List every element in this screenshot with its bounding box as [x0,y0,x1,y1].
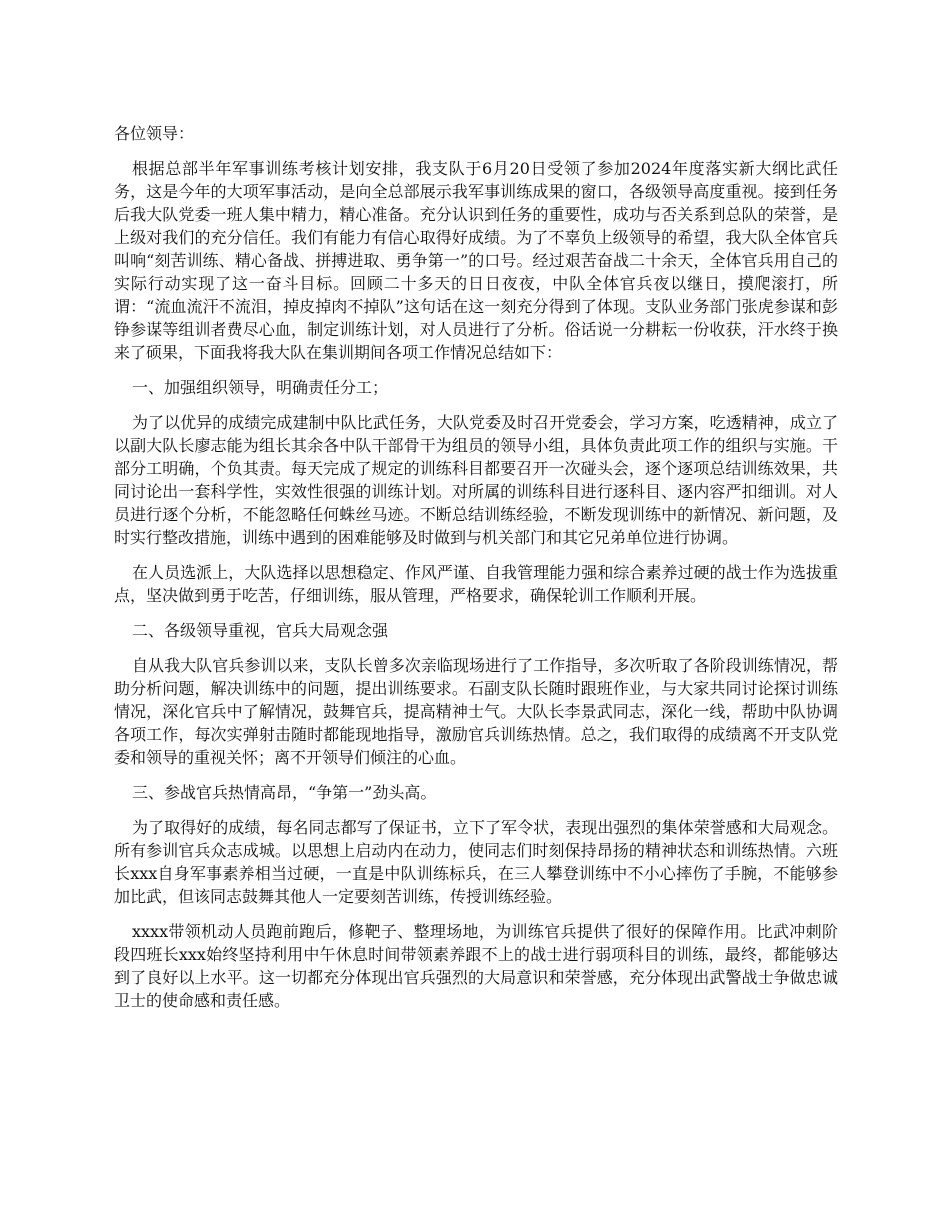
section-heading-1: 一、加强组织领导，明确责任分工； [132,378,389,397]
paragraph-enthusiasm: 为了取得好的成绩，每名同志都写了保证书，立下了军令状，表现出强烈的集体荣誉感和大局观念。所有参训官兵众志成城。以思想上启动内在动力，使同志们时刻保持昂扬的精神状态和训练热情。六班长xxx自身军事素养相当过硬，一直是中队训练标兵，在三人攀登训练中不小心摔伤了手腕，不能够参加比武，但该同志鼓舞其他人一定要刻苦训练，传授训练经验。 [114,818,838,906]
section-heading-3: 三、参战官兵热情高昂，“争第一”劲头高。 [132,783,437,802]
document-body [114,122,838,1024]
paragraph-leadership: 自从我大队官兵参训以来，支队长曾多次亲临现场进行了工作指导，多次听取了各阶段训练情况，帮助分析问题，解决训练中的问题，提出训练要求。石副支队长随时跟班作业，与大家共同讨论探讨训练情况，深化官兵中了解情况，鼓舞官兵，提高精神士气。大队长李景武同志，深化一线，帮助中队协调各项工作，每次实弹射击随时都能现地指导，激励官兵训练热情。总之，我们取得的成绩离不开支队党委和领导的重视关怀；离不开领导们倾注的心血。 [114,656,838,767]
paragraph-personnel-selection: 在人员选派上，大队选择以思想稳定、作风严谨、自我管理能力强和综合素养过硬的战士作为选拔重点，坚决做到勇于吃苦，仔细训练，服从管理，严格要求，确保轮训工作顺利开展。 [114,563,838,605]
section-heading-2: 二、各级领导重视，官兵大局观念强 [132,621,389,640]
paragraph-intro: 根据总部半年军事训练考核计划安排，我支队于6月20日受领了参加2024年度落实新大纲比武任务，这是今年的大项军事活动，是向全总部展示我军事训练成果的窗口，各级领导高度重视。接到任务后我大队党委一班人集中精力，精心准备。充分认识到任务的重要性，成功与否关系到总队的荣誉，是上级对我们的充分信任。我们有能力有信心取得好成绩。为了不辜负上级领导的希望，我大队全体官兵叫响“刻苦训练、精心备战、拼搏进取、勇争第一”的口号。经过艰苦奋战二十余天，全体官兵用自己的实际行动实现了这一奋斗目标。回顾二十多天的日日夜夜，中队全体官兵夜以继日，摸爬滚打，所谓：“流血流汗不流泪，掉皮掉肉不掉队”这句话在这一刻充分得到了体现。支队业务部门张虎参谋和彭铮参谋等组训者费尽心血，制定训练计划，对人员进行了分析。俗话说一分耕耘一份收获，汗水终于换来了硕果，下面我将我大队在集训期间各项工作情况总结如下： [114,159,838,362]
greeting: 各位领导： [114,124,195,143]
paragraph-organization: 为了以优异的成绩完成建制中队比武任务，大队党委及时召开党委会，学习方案，吃透精神，成立了以副大队长廖志能为组长其余各中队干部骨干为组员的领导小组，具体负责此项工作的组织与实施。干部分工明确，个负其责。每天完成了规定的训练科目都要召开一次碰头会，逐个逐项总结训练效果，共同讨论出一套科学性，实效性很强的训练计划。对所属的训练科目进行逐科目、逐内容严扣细训。对人员进行逐个分析，不能忽略任何蛛丝马迹。不断总结训练经验，不断发现训练中的新情况、新问题，及时实行整改措施，训练中遇到的困难能够及时做到与机关部门和其它兄弟单位进行协调。 [114,413,838,547]
paragraph-support: xxxx带领机动人员跑前跑后，修靶子、整理场地，为训练官兵提供了很好的保障作用。比武冲刺阶段四班长xxx始终坚持利用中午休息时间带领素养跟不上的战士进行弱项科目的训练，最终，都能够达到了良好以上水平。这一切都充分体现出官兵强烈的大局意识和荣誉感，充分体现出武警战士争做忠诚卫士的使命感和责任感。 [114,922,838,1010]
